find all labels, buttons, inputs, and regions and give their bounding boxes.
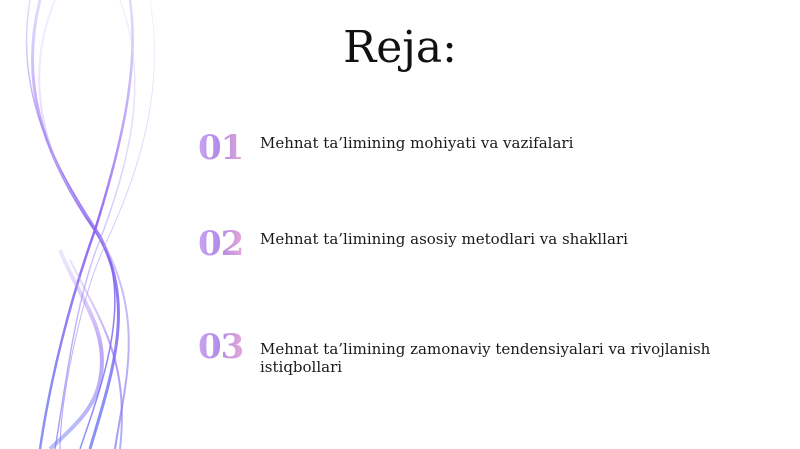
item-text: Mehnat ta’limining mohiyati va vazifalari [260,134,574,152]
list-item [198,128,758,178]
item-number: 01 [198,128,244,168]
list-item [198,327,758,377]
slide-title: Reja: [343,22,457,73]
item-text: Mehnat ta’limining zamonaviy tendensiyalari va rivojlanish istiqbollari [260,340,711,376]
item-text: Mehnat ta’limining asosiy metodlari va shakllari [260,230,628,248]
list-item [198,224,758,274]
item-number: 03 [198,327,244,367]
item-number: 02 [198,224,244,264]
decorative-smoke-wave [0,0,200,449]
